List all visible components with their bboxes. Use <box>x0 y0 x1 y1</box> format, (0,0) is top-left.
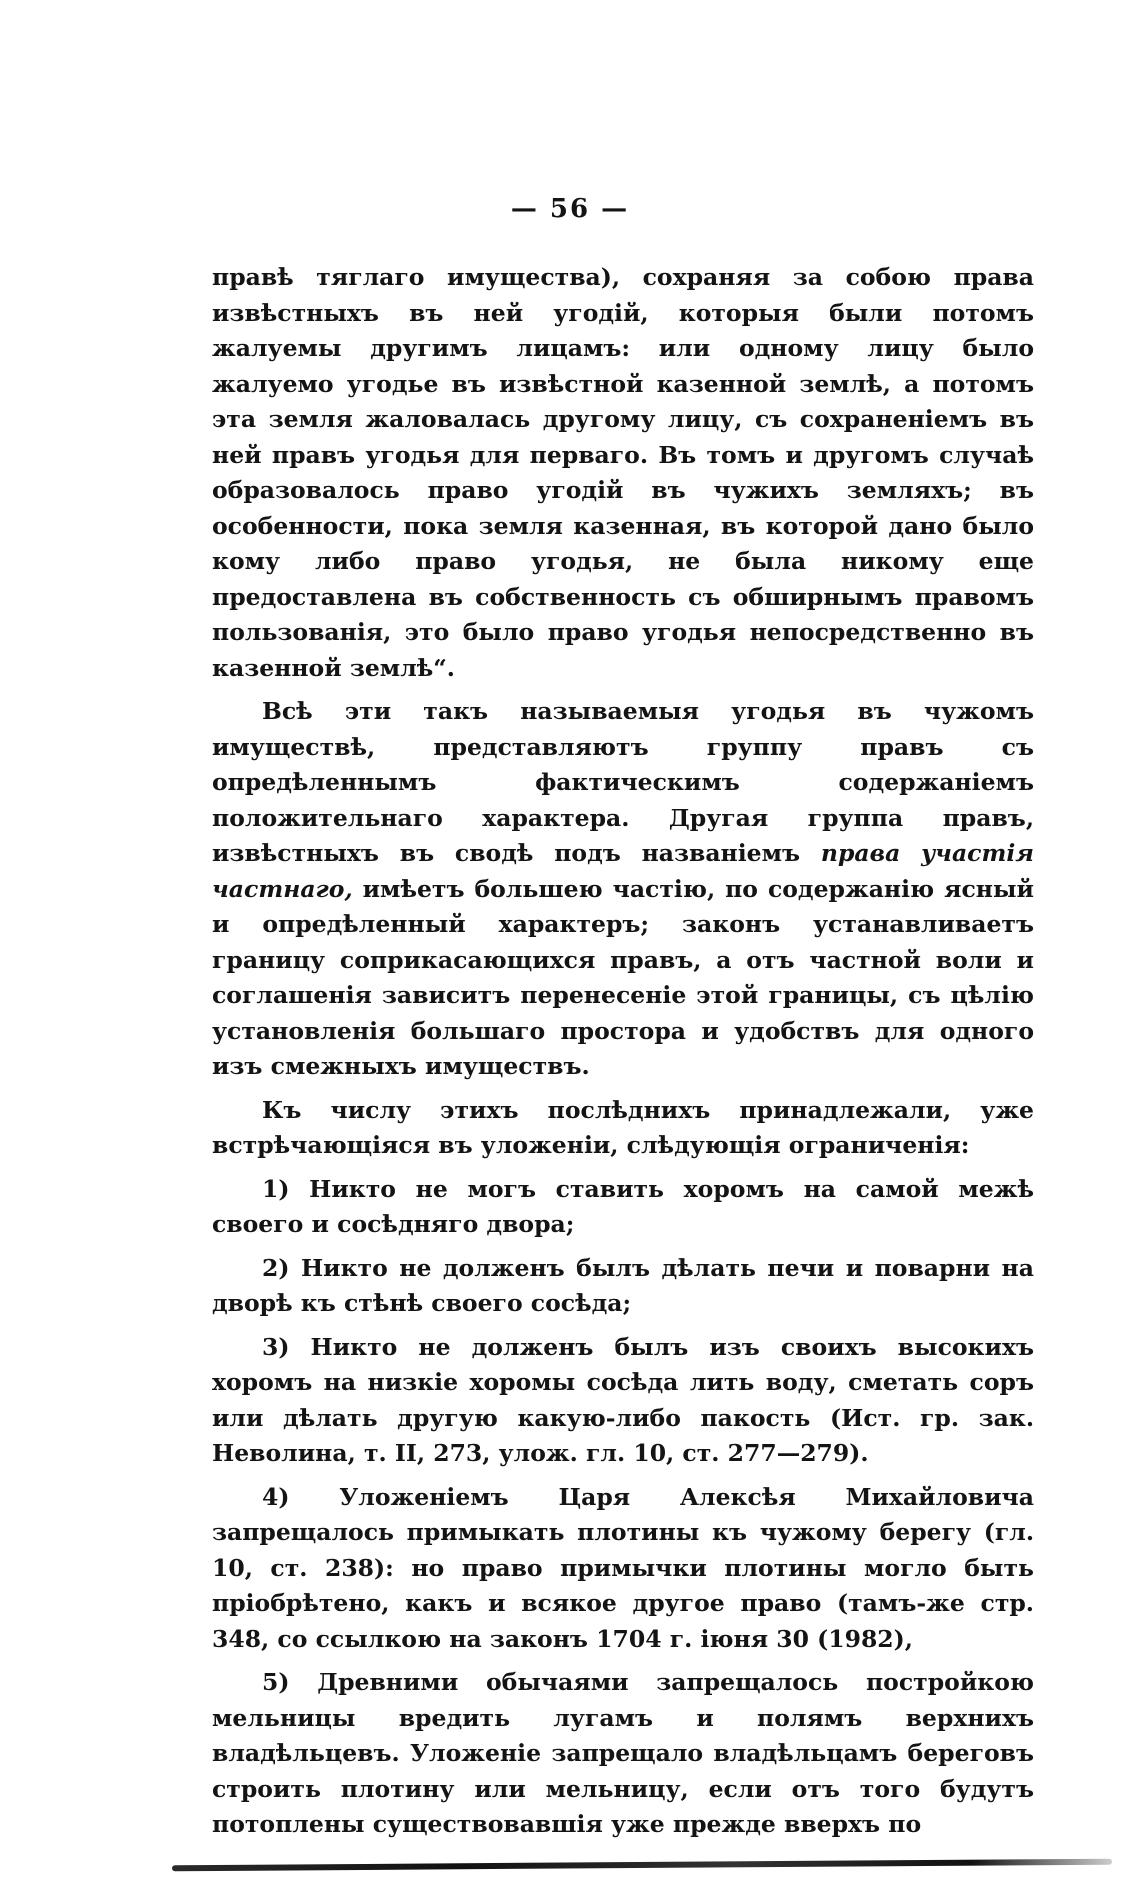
page-number: — 56 — <box>510 194 630 224</box>
list-item: 5) Древними обычаями запрещалось постройкою мельницы вредить лугамъ и полямъ верхнихъ владѣльцевъ. Уложеніе запрещало владѣльцамъ береговъ строить плотину или мельницу, если отъ того будутъ потоплены существовавшія уже прежде вверхъ по <box>212 1668 1034 1838</box>
paragraph-groups-of-rights <box>212 694 1034 1085</box>
paragraph-text-after: имѣетъ большею частію, по содержанію ясный и опредѣленный характеръ; законъ устанавливаетъ границу соприкасающихся правъ, а отъ частной воли и соглашенія зависитъ перенесеніе этой границы, съ цѣлію установленія большаго простора и удобствъ для одного изъ смежныхъ имуществъ. <box>212 874 1034 1080</box>
list-item: 3) Никто не долженъ былъ изъ своихъ высокихъ хоромъ на низкіе хоромы сосѣда лить воду, сметать соръ или дѣлать другую какую-либо пакость (Ист. гр. зак. Неволина, т. II, 273, улож. гл. 10, ст. 277—279). <box>212 1332 1034 1467</box>
paragraph-restrictions-intro: Къ числу этихъ послѣднихъ принадлежали, уже встрѣчающіяся въ уложеніи, слѣдующія ограниченія: <box>212 1095 1034 1159</box>
list-item: 1) Никто не могъ ставить хоромъ на самой межѣ своего и сосѣдняго двора; <box>212 1174 1034 1238</box>
list-item: 4) Уложеніемъ Царя Алексѣя Михайловича запрещалось примыкать плотины къ чужому берегу (гл. 10, ст. 238): но право примычки плотины могло быть пріобрѣтено, какъ и всякое другое право (тамъ-же стр. 348, со ссылкою на законъ 1704 г. іюня 30 (1982), <box>212 1482 1034 1653</box>
bottom-print-rule <box>172 1859 1112 1872</box>
paragraph-text-before: Всѣ эти такъ называемыя угодья въ чужомъ имуществѣ, представляютъ группу правъ съ опредѣленнымъ фактическимъ содержаніемъ положительнаго характера. Другая группа правъ, извѣстныхъ въ сводѣ подъ названіемъ <box>212 697 1034 867</box>
body-text <box>212 260 1034 1843</box>
list-item: 2) Никто не долженъ былъ дѣлать печи и поварни на дворѣ къ стѣнѣ своего сосѣда; <box>212 1253 1034 1317</box>
italic-term: права участія частнаго, <box>212 839 1034 903</box>
paragraph-continued: правѣ тяглаго имущества), сохраняя за собою права извѣстныхъ въ ней угодій, которыя были потомъ жалуемы другимъ лицамъ: или одному лицу было жалуемо угодье въ извѣстной казенной землѣ, а потомъ эта земля жаловалась другому лицу, съ сохраненіемъ въ ней правъ угодья для перваго. Въ томъ и другомъ случаѣ образовалось право угодій въ чужихъ земляхъ; въ особенности, пока земля казенная, въ которой дано было кому либо право угодья, не была никому еще предоставлена въ собственность съ обширнымъ правомъ пользованія, это было право угодья непосредственно въ казенной землѣ“. <box>212 263 1034 682</box>
